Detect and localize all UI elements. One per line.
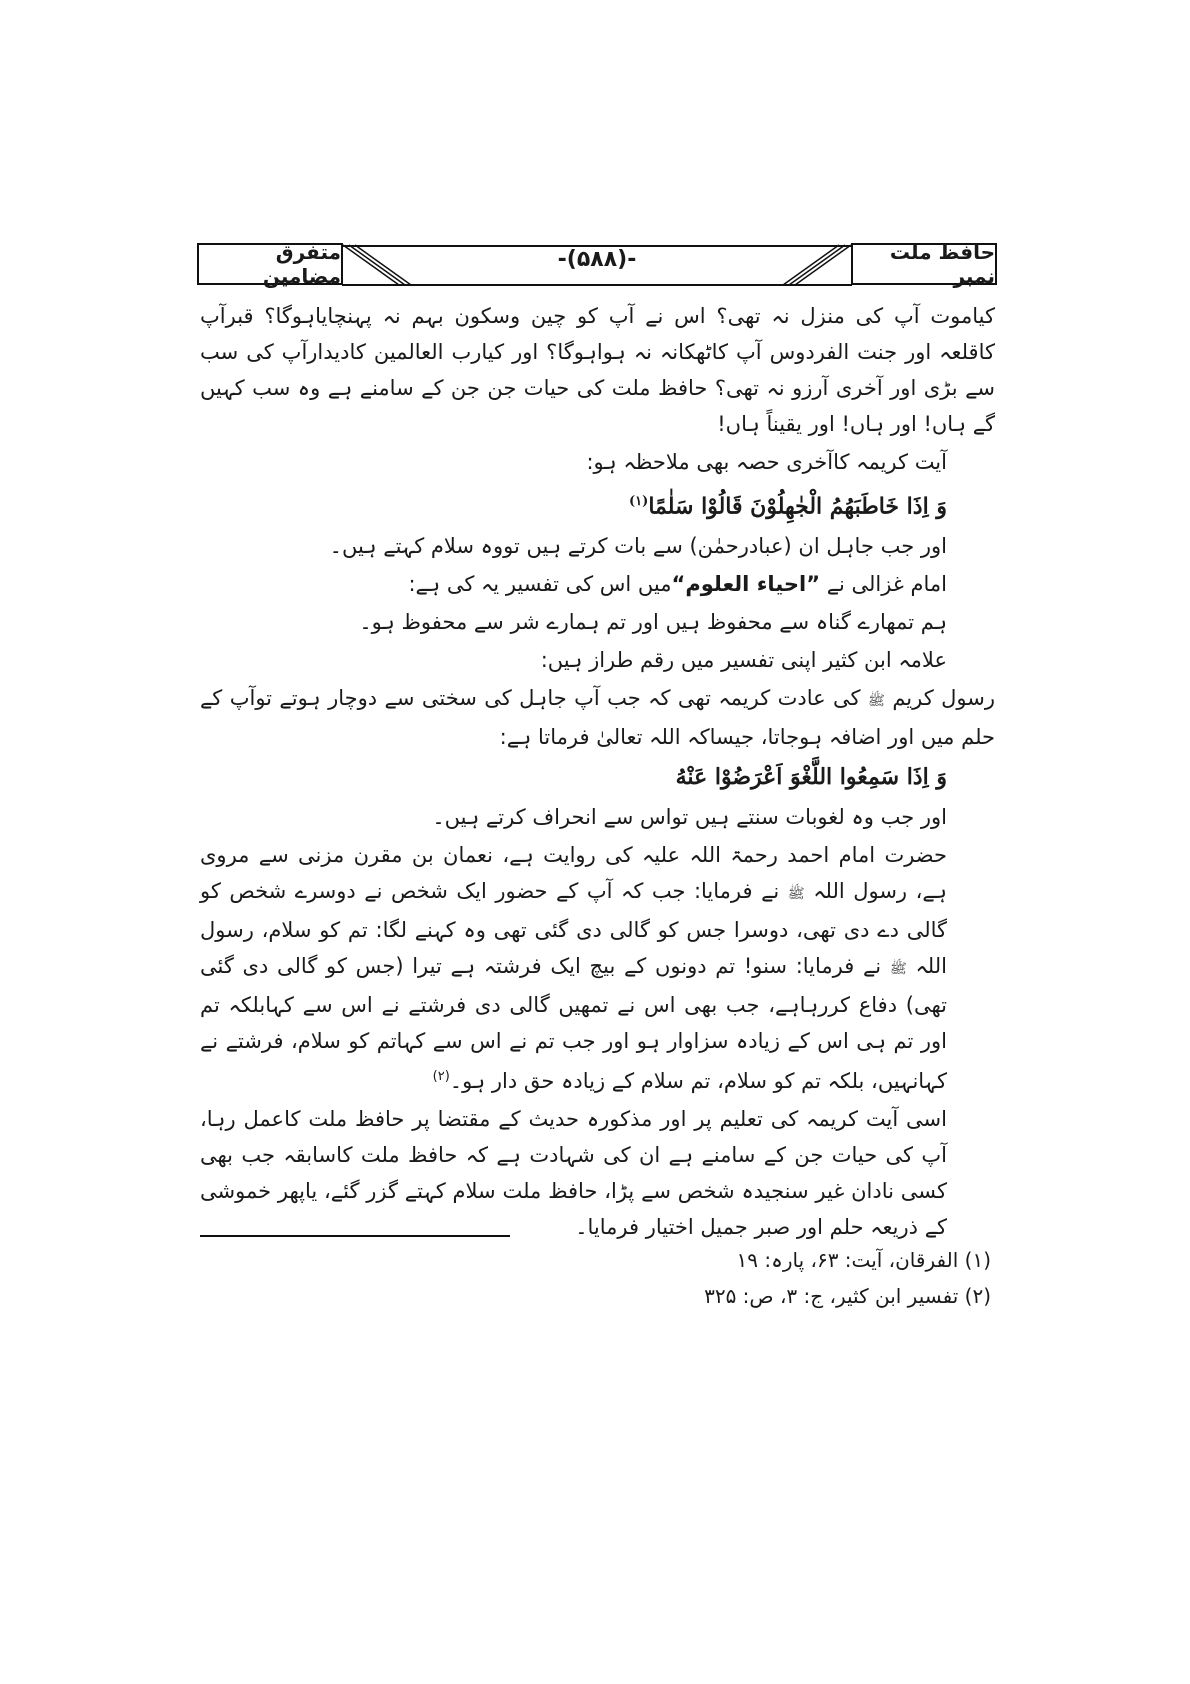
- header-section-title: متفرق مضامین: [197, 243, 343, 285]
- paragraph-4-after: میں اس کی تفسیر یہ کی ہے:: [408, 572, 672, 597]
- header-magazine-title: حافظ ملت نمبر: [851, 243, 997, 285]
- paragraph-9-c: نے فرمایا: سنو! تم دونوں کے بیچ ایک فرشتہ ہے تیرا (جس کو گالی دی گئی تھی) دفاع کررہاہے، جب بھی اس نے تمھیں گالی دی فرشتے نے اس سے کہابلکہ تم اور تم ہی اس کے زیادہ سزاوار ہو اور جب تم نے اس سے کہاتم کو سلام، فرشتے نے کہانہیں، بلکہ تم کو سلام، تم سلام کے زیادہ حق دار ہو۔: [200, 954, 947, 1094]
- paragraph-9: [200, 837, 995, 1099]
- footnote-1: (۱) الفرقان، آیت: ۶۳، پارہ: ۱۹: [736, 1248, 991, 1272]
- footnote-ref-2: (۲): [432, 1069, 450, 1085]
- paragraph-3: اور جب جاہل ان (عبادرحمٰن) سے بات کرتے ہیں تووہ سلام کہتے ہیں۔: [329, 534, 947, 559]
- article-body: [200, 298, 995, 1247]
- paragraph-4: [200, 566, 995, 602]
- quran-verse-1-text: وَ اِذَا خَاطَبَهُمُ الْجٰهِلُوْنَ قَالُوْا سَلٰمًا: [648, 493, 947, 520]
- paragraph-7: [200, 680, 995, 755]
- salutation-glyph: ﷺ: [889, 961, 907, 978]
- paragraph-5: ہم تمھارے گناہ سے محفوظ ہیں اور تم ہمارے شر سے محفوظ ہو۔: [359, 610, 947, 635]
- footnote-2: (۲) تفسیر ابن کثیر، ج: ۳، ص: ۳۲۵: [704, 1284, 991, 1308]
- footnote-ref-1: (۱): [629, 494, 649, 509]
- paragraph-4-before: امام غزالی نے: [820, 572, 947, 597]
- paragraph-7-a: رسول کریم: [892, 686, 995, 711]
- book-title: ”احیاء العلوم“: [671, 572, 821, 597]
- footnote-separator: [200, 1235, 510, 1237]
- header-ornament-left: [339, 243, 429, 287]
- quran-verse-2: وَ اِذَا سَمِعُوا اللَّغْوَ اَعْرَضُوْا عَنْهُ: [675, 764, 947, 791]
- paragraph-6: علامہ ابن کثیر اپنی تفسیر میں رقم طراز ہیں:: [540, 648, 947, 673]
- paragraph-8: اور جب وہ لغوبات سنتے ہیں تواس سے انحراف کرتے ہیں۔: [432, 805, 947, 830]
- salutation-glyph: ﷺ: [867, 693, 885, 710]
- paragraph-10: اسی آیت کریمہ کی تعلیم پر اور مذکورہ حدیث کے مقتضا پر حافظ ملت کاعمل رہا، آپ کی حیات جن کے سامنے ہے ان کی شہادت ہے کہ حافظ ملت کاسابقہ جب بھی کسی نادان غیر سنجیدہ شخص سے پڑا، حافظ ملت سلام کہتے گزر گئے، یاپھر خموشی کے ذریعہ حلم اور صبر جمیل اختیار فرمایا۔: [200, 1107, 947, 1240]
- paragraph-9-b: نے فرمایا: جب کہ آپ کے حضور ایک شخص نے دوسرے شخص کو گالی دے دی تھی، دوسرا جس کو گالی دی گئی تھی وہ کہنے لگا: تم کو سلام، رسول اللہ: [200, 879, 947, 979]
- salutation-glyph: ﷺ: [787, 886, 805, 903]
- paragraph-2: آیت کریمہ کاآخری حصہ بھی ملاحظہ ہو:: [586, 450, 947, 474]
- quran-verse-1: [200, 482, 995, 526]
- paragraph-1: کیاموت آپ کی منزل نہ تھی؟ اس نے آپ کو چین وسکون بہم نہ پہنچایاہوگا؟ قبرآپ کاقلعہ اور جنت الفردوس آپ کاٹھکانہ نہ ہواہوگا؟ اور کیارب العالمین کادیدارآپ کی سب سے بڑی اور آخری آرزو نہ تھی؟ حافظ ملت کی حیات جن جن کے سامنے ہے وہ سب کہیں گے ہاں! اور ہاں! اور یقیناً ہاں!: [200, 304, 995, 436]
- page-number: -(۵۸۸)-: [557, 247, 637, 272]
- paragraph-9-a: حضرت امام احمد رحمۃ اللہ علیہ کی روایت ہے، نعمان بن مقرن مزنی سے مروی ہے، رسول اللہ: [200, 843, 947, 904]
- footnotes: [200, 1242, 995, 1314]
- paragraph-7-b: کی عادت کریمہ تھی کہ جب آپ جاہل کی سختی سے دوچار ہوتے توآپ کے حلم میں اور اضافہ ہوجاتا، جیساکہ اللہ تعالیٰ فرماتا ہے:: [200, 686, 995, 750]
- page-header: [197, 240, 997, 291]
